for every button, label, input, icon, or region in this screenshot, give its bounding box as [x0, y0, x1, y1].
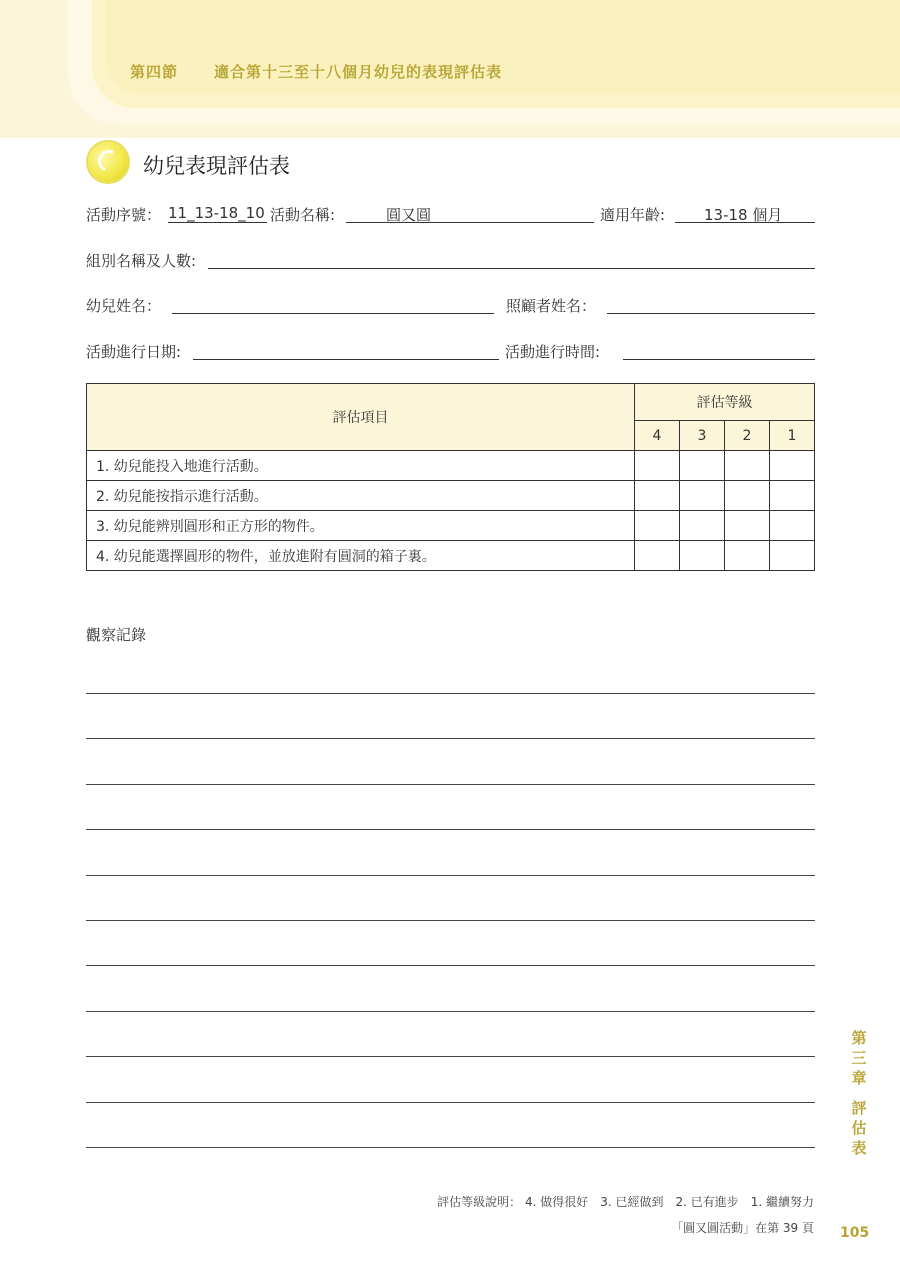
grade-cell[interactable]: [635, 541, 680, 571]
observation-line[interactable]: [86, 784, 815, 785]
age-label: 適用年齡:: [600, 206, 666, 224]
chapter-name-tab: [850, 1098, 868, 1158]
group-label: 組別名稱及人數:: [86, 252, 197, 270]
section-number: 第四節: [130, 63, 179, 81]
grade-header: 評估等級: [635, 384, 815, 421]
time-field[interactable]: [623, 341, 815, 360]
date-field[interactable]: [193, 341, 499, 360]
grade-cell[interactable]: [770, 541, 815, 571]
observation-line[interactable]: [86, 1056, 815, 1057]
table-row: [87, 451, 815, 481]
item-text: 3. 幼兒能辨別圓形和正方形的物件。: [87, 511, 635, 541]
grade-cell[interactable]: [680, 481, 725, 511]
observation-line[interactable]: [86, 1011, 815, 1012]
observation-line[interactable]: [86, 829, 815, 830]
table-row: [87, 511, 815, 541]
grade-cell[interactable]: [725, 451, 770, 481]
observation-line[interactable]: [86, 738, 815, 739]
carer-name-label: 照顧者姓名：: [506, 297, 597, 315]
carer-name-field[interactable]: [607, 295, 815, 314]
item-text: 2. 幼兒能按指示進行活動。: [87, 481, 635, 511]
grade-label: 1: [770, 421, 815, 451]
grade-label: 2: [725, 421, 770, 451]
grade-cell[interactable]: [635, 481, 680, 511]
activity-no-value: 11_13-18_10: [168, 204, 267, 223]
grade-cell[interactable]: [635, 451, 680, 481]
grade-cell[interactable]: [680, 451, 725, 481]
grade-cell[interactable]: [725, 541, 770, 571]
child-name-label: 幼兒姓名：: [86, 297, 162, 315]
chapter-label: 第 三 章: [851, 1029, 867, 1087]
date-label: 活動進行日期:: [86, 343, 182, 361]
grade-label: 3: [680, 421, 725, 451]
observation-line[interactable]: [86, 693, 815, 694]
evaluation-table: [86, 383, 815, 571]
grade-cell[interactable]: [770, 451, 815, 481]
child-name-field[interactable]: [172, 295, 494, 314]
group-field[interactable]: [208, 250, 815, 269]
table-header-row: [87, 384, 815, 421]
chapter-tab: [850, 1028, 868, 1088]
time-label: 活動進行時間:: [505, 343, 601, 361]
activity-name-label: 活動名稱:: [270, 206, 336, 224]
age-value: 13-18 個月: [675, 204, 815, 223]
observation-line[interactable]: [86, 920, 815, 921]
activity-reference: 「圓又圓活動」在第 39 頁: [671, 1221, 814, 1235]
grade-cell[interactable]: [680, 541, 725, 571]
page-title: 幼兒表現評估表: [143, 154, 290, 178]
observation-line[interactable]: [86, 1147, 815, 1148]
chapter-name-label: 評 估 表: [851, 1099, 867, 1157]
grade-label: 4: [635, 421, 680, 451]
page-number: 105: [840, 1225, 870, 1241]
grade-cell[interactable]: [635, 511, 680, 541]
item-header: 評估項目: [87, 384, 635, 451]
observation-line[interactable]: [86, 875, 815, 876]
table-row: [87, 481, 815, 511]
item-text: 1. 幼兒能投入地進行活動。: [87, 451, 635, 481]
grade-cell[interactable]: [680, 511, 725, 541]
grade-cell[interactable]: [770, 511, 815, 541]
grade-cell[interactable]: [725, 511, 770, 541]
table-row: [87, 541, 815, 571]
observation-line[interactable]: [86, 1102, 815, 1103]
grade-cell[interactable]: [770, 481, 815, 511]
section-title: 適合第十三至十八個月幼兒的表現評估表: [214, 63, 503, 81]
grade-cell[interactable]: [725, 481, 770, 511]
activity-name-value: 圓又圓: [346, 204, 594, 223]
circle-icon: [88, 142, 128, 182]
activity-no-label: 活動序號：: [86, 206, 162, 224]
observation-line[interactable]: [86, 965, 815, 966]
observation-label: 觀察記錄: [86, 626, 147, 644]
grade-legend: 評估等級說明： 4. 做得很好 3. 已經做到 2. 已有進步 1. 繼續努力: [437, 1195, 814, 1209]
item-text: 4. 幼兒能選擇圓形的物件，並放進附有圓洞的箱子裏。: [87, 541, 635, 571]
